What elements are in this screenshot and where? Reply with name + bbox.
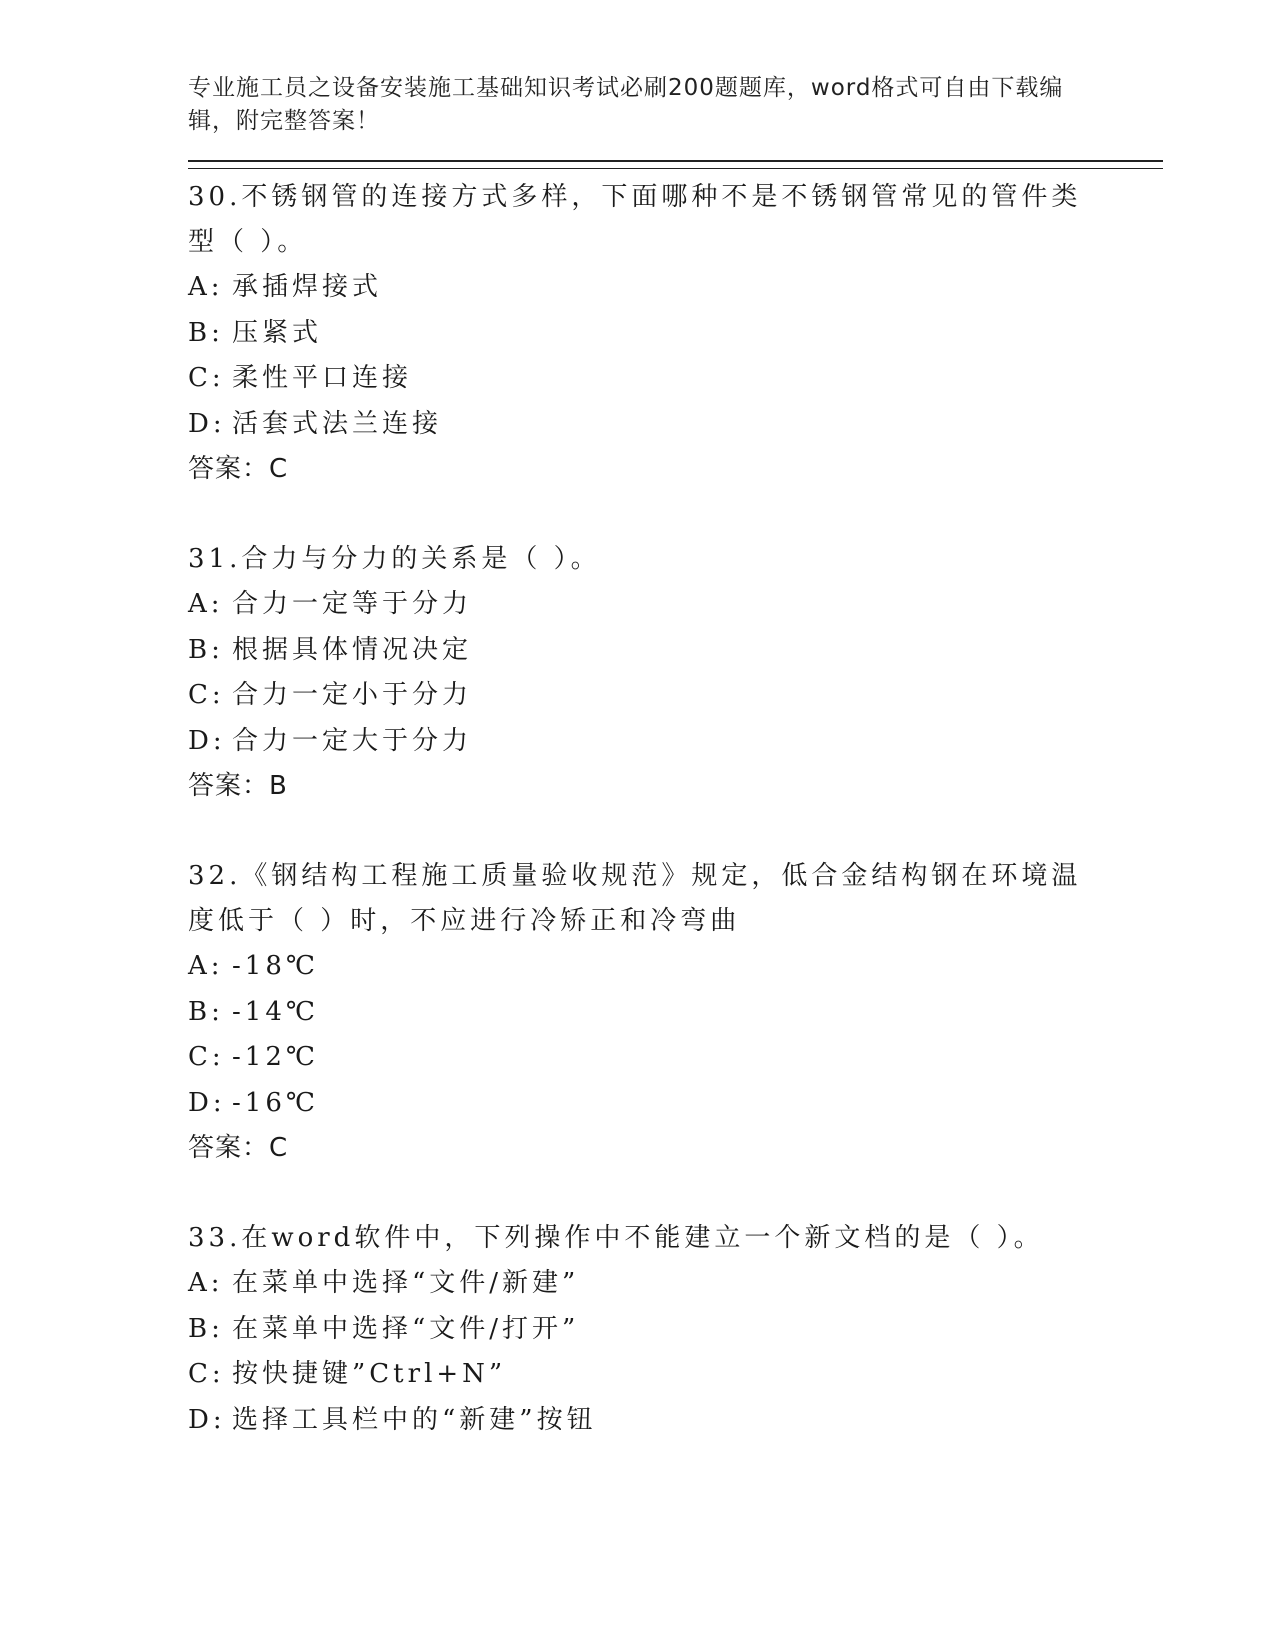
option-letter: B: xyxy=(188,1313,224,1344)
document-page xyxy=(188,72,1163,1488)
option-letter: D: xyxy=(188,1087,226,1118)
option-text: 合力一定等于分力 xyxy=(232,589,473,619)
option-d xyxy=(188,719,1163,765)
option-letter: A: xyxy=(188,951,224,981)
option-text: 选择工具栏中的“新建”按钮 xyxy=(232,1404,597,1435)
option-text: -14℃ xyxy=(232,996,319,1027)
question-list xyxy=(188,175,1163,1443)
option-letter: C: xyxy=(188,1359,225,1389)
option-text: -16℃ xyxy=(232,1087,319,1118)
answer-line: 答案：C xyxy=(188,1133,289,1163)
option-a xyxy=(188,944,1163,990)
question-33 xyxy=(188,1216,1163,1443)
option-letter: D: xyxy=(188,1404,226,1435)
option-letter: C: xyxy=(188,680,225,710)
option-text: 柔性平口连接 xyxy=(232,363,413,393)
option-text: -12℃ xyxy=(232,1042,319,1072)
question-stem: 32.《钢结构工程施工质量验收规范》规定，低合金结构钢在环境温度低于（ ）时，不应进行冷矫正和冷弯曲 xyxy=(188,861,1082,936)
option-c xyxy=(188,356,1163,402)
option-letter: C: xyxy=(188,363,225,393)
question-stem: 33.在word软件中，下列操作中不能建立一个新文档的是（ ）。 xyxy=(188,1223,1044,1253)
option-b xyxy=(188,990,1163,1036)
question-31 xyxy=(188,537,1163,809)
option-letter: C: xyxy=(188,1042,225,1072)
option-c xyxy=(188,1352,1163,1398)
question-stem: 31.合力与分力的关系是（ ）。 xyxy=(188,544,601,574)
option-a xyxy=(188,265,1163,311)
option-text: 活套式法兰连接 xyxy=(232,408,443,439)
option-letter: D: xyxy=(188,725,226,756)
option-c xyxy=(188,1035,1163,1081)
option-text: 在菜单中选择“文件/新建” xyxy=(232,1268,580,1298)
option-b xyxy=(188,311,1163,357)
option-text: 合力一定大于分力 xyxy=(232,725,473,756)
option-letter: A: xyxy=(188,589,224,619)
option-b xyxy=(188,1307,1163,1353)
option-letter: B: xyxy=(188,996,224,1027)
option-text: -18℃ xyxy=(232,951,319,981)
option-text: 承插焊接式 xyxy=(232,272,383,302)
option-text: 根据具体情况决定 xyxy=(232,634,473,665)
option-letter: B: xyxy=(188,317,224,348)
option-b xyxy=(188,628,1163,674)
document-title: 专业施工员之设备安装施工基础知识考试必刷200题题库，word格式可自由下载编辑，附完整答案！ xyxy=(188,75,1064,134)
option-c xyxy=(188,673,1163,719)
option-text: 压紧式 xyxy=(232,317,323,348)
header-divider xyxy=(188,160,1163,169)
option-a xyxy=(188,582,1163,628)
question-stem: 30.不锈钢管的连接方式多样，下面哪种不是不锈钢管常见的管件类型（ ）。 xyxy=(188,182,1082,257)
question-32 xyxy=(188,854,1163,1171)
option-d xyxy=(188,1081,1163,1127)
option-letter: D: xyxy=(188,408,226,439)
answer-line: 答案：C xyxy=(188,454,289,484)
option-text: 按快捷键”Ctrl+N” xyxy=(232,1359,507,1389)
question-30 xyxy=(188,175,1163,492)
answer-line: 答案：B xyxy=(188,771,288,801)
option-letter: A: xyxy=(188,1268,224,1298)
option-letter: B: xyxy=(188,634,224,665)
option-a xyxy=(188,1261,1163,1307)
option-letter: A: xyxy=(188,272,224,302)
option-d xyxy=(188,1398,1163,1444)
option-d xyxy=(188,402,1163,448)
option-text: 在菜单中选择“文件/打开” xyxy=(232,1313,580,1344)
option-text: 合力一定小于分力 xyxy=(232,680,473,710)
